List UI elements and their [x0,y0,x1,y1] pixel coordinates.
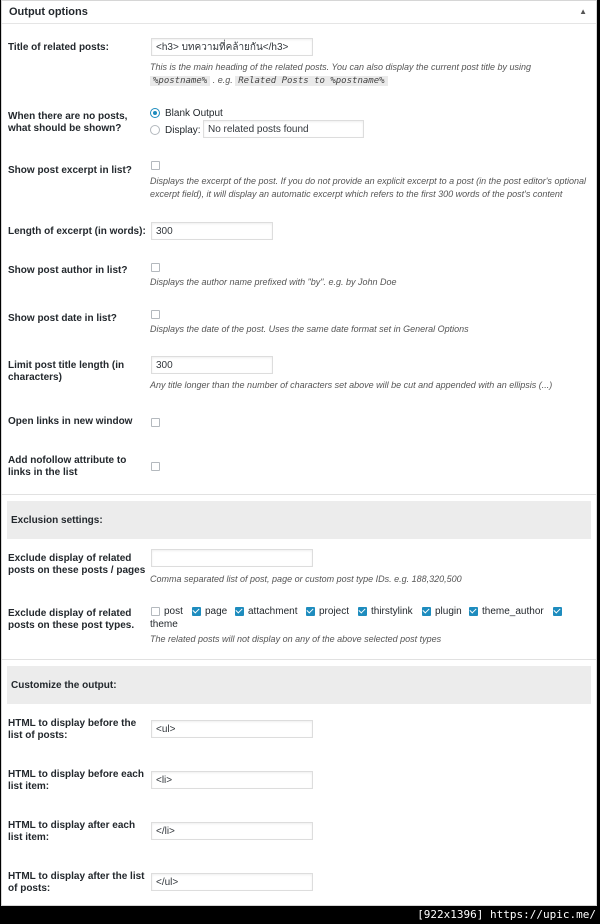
nofollow-checkbox[interactable] [151,462,160,471]
post-type-page-checkbox[interactable] [192,607,201,616]
excerpt-length-label: Length of excerpt (in words): [8,226,146,237]
date-label: Show post date in list? [8,313,117,324]
before-list-label [8,718,136,742]
after-item-label [8,820,135,844]
customize-output-heading [7,666,591,704]
image-host-watermark: [922x1396] https://upic.me/ [417,908,596,921]
date-checkbox[interactable] [151,310,160,319]
post-type-plugin-label: plugin [435,606,462,617]
author-checkbox[interactable] [151,263,160,272]
before-list-label-line1: HTML to display before the [8,718,137,729]
post-type-post-label: post [164,606,183,617]
excerpt-desc-line2: excerpt field), it will display an automatic excerpt which refers to the first 300 words of the post's content [150,189,563,199]
post-type-theme-label: theme [150,619,178,630]
after-item-label-line2: list item: [8,832,50,843]
before-item-label [8,769,144,793]
before-item-input[interactable]: <li> [151,771,313,789]
exclude-posts-input[interactable] [151,549,313,567]
title-length-description: Any title longer than the number of characters set above will be cut and appended with an ellipsis (...) [150,380,553,390]
exclusion-settings-heading [7,501,591,539]
post-type-post-checkbox[interactable] [151,607,160,616]
title-related-desc-eg: . e.g. [212,75,233,85]
nofollow-label [8,455,126,479]
title-length-label-line2: characters) [8,372,62,383]
post-type-plugin-checkbox[interactable] [422,607,431,616]
exclude-types-label-line2: posts on these post types. [8,620,135,631]
before-item-label-line1: HTML to display before each [8,769,144,780]
after-list-label-line2: of posts: [8,883,51,894]
postname-example-code: Related Posts to %postname% [235,76,387,86]
display-radio[interactable] [150,125,160,135]
post-type-thirstylink-checkbox[interactable] [358,607,367,616]
after-list-label-line1: HTML to display after the list [8,871,145,882]
title-length-input[interactable]: 300 [151,356,273,374]
before-list-input[interactable]: <ul> [151,720,313,738]
new-window-label: Open links in new window [8,416,133,427]
no-posts-label-line2: what should be shown? [8,123,122,134]
exclude-types-description: The related posts will not display on any of the above selected post types [150,634,442,644]
new-window-checkbox[interactable] [151,418,160,427]
author-description: Displays the author name prefixed with "by". e.g. by John Doe [150,277,397,287]
excerpt-length-input[interactable]: 300 [151,222,273,240]
exclude-types-label [8,608,134,632]
display-option-label: Display: [165,125,201,136]
title-length-label-line1: Limit post title length (in [8,360,125,371]
customize-heading-text: Customize the output: [11,680,117,691]
title-related-input[interactable]: <h3> บทความที่คล้ายกัน</h3> [151,38,313,56]
panel-title: Output options [9,6,88,18]
panel-header[interactable] [2,1,596,24]
title-length-label [8,360,124,384]
title-related-description [150,61,590,88]
no-posts-label-line1: When there are no posts, [8,111,128,122]
excerpt-description [150,175,595,201]
post-type-page-label: page [205,606,228,617]
title-related-label: Title of related posts: [8,42,109,53]
blank-output-radio[interactable] [150,108,160,118]
collapse-toggle-icon[interactable]: ▲ [579,7,587,16]
post-type-theme-author-label: theme_author [482,606,544,617]
after-item-input[interactable]: </li> [151,822,313,840]
exclude-posts-label-line1: Exclude display of related [8,553,132,564]
exclude-posts-description: Comma separated list of post, page or custom post type IDs. e.g. 188,320,500 [150,574,462,584]
post-type-theme-author-checkbox[interactable] [469,607,478,616]
output-options-panel [1,0,597,906]
excerpt-label: Show post excerpt in list? [8,165,132,176]
after-list-input[interactable]: </ul> [151,873,313,891]
post-type-project-checkbox[interactable] [306,607,315,616]
before-item-label-line2: list item: [8,781,50,792]
divider [2,494,596,495]
post-type-attachment-checkbox[interactable] [235,607,244,616]
no-posts-label [8,111,127,135]
post-type-thirstylink-label: thirstylink [371,606,413,617]
postname-code: %postname% [150,76,210,86]
before-list-label-line2: list of posts: [8,730,68,741]
post-type-theme-checkbox[interactable] [553,607,562,616]
nofollow-label-line2: links in the list [8,467,78,478]
exclusion-heading-text: Exclusion settings: [11,515,103,526]
date-description: Displays the date of the post. Uses the same date format set in General Options [150,324,469,334]
post-type-attachment-label: attachment [248,606,298,617]
author-label: Show post author in list? [8,265,128,276]
nofollow-label-line1: Add nofollow attribute to [8,455,127,466]
excerpt-checkbox[interactable] [151,161,160,170]
divider [2,659,596,660]
excerpt-desc-line1: Displays the excerpt of the post. If you do not provide an explicit excerpt to a post (in the post editor's optional [150,176,586,186]
after-item-label-line1: HTML to display after each [8,820,136,831]
post-type-project-label: project [319,606,350,617]
after-list-label [8,871,145,895]
exclude-types-label-line1: Exclude display of related [8,608,132,619]
exclude-posts-label [8,553,145,577]
no-posts-text-input[interactable]: No related posts found [203,120,364,138]
blank-output-label: Blank Output [165,108,223,119]
exclude-posts-label-line2: posts on these posts / pages [8,565,146,576]
title-related-desc-text: This is the main heading of the related posts. You can also display the current post title by using [150,62,532,72]
